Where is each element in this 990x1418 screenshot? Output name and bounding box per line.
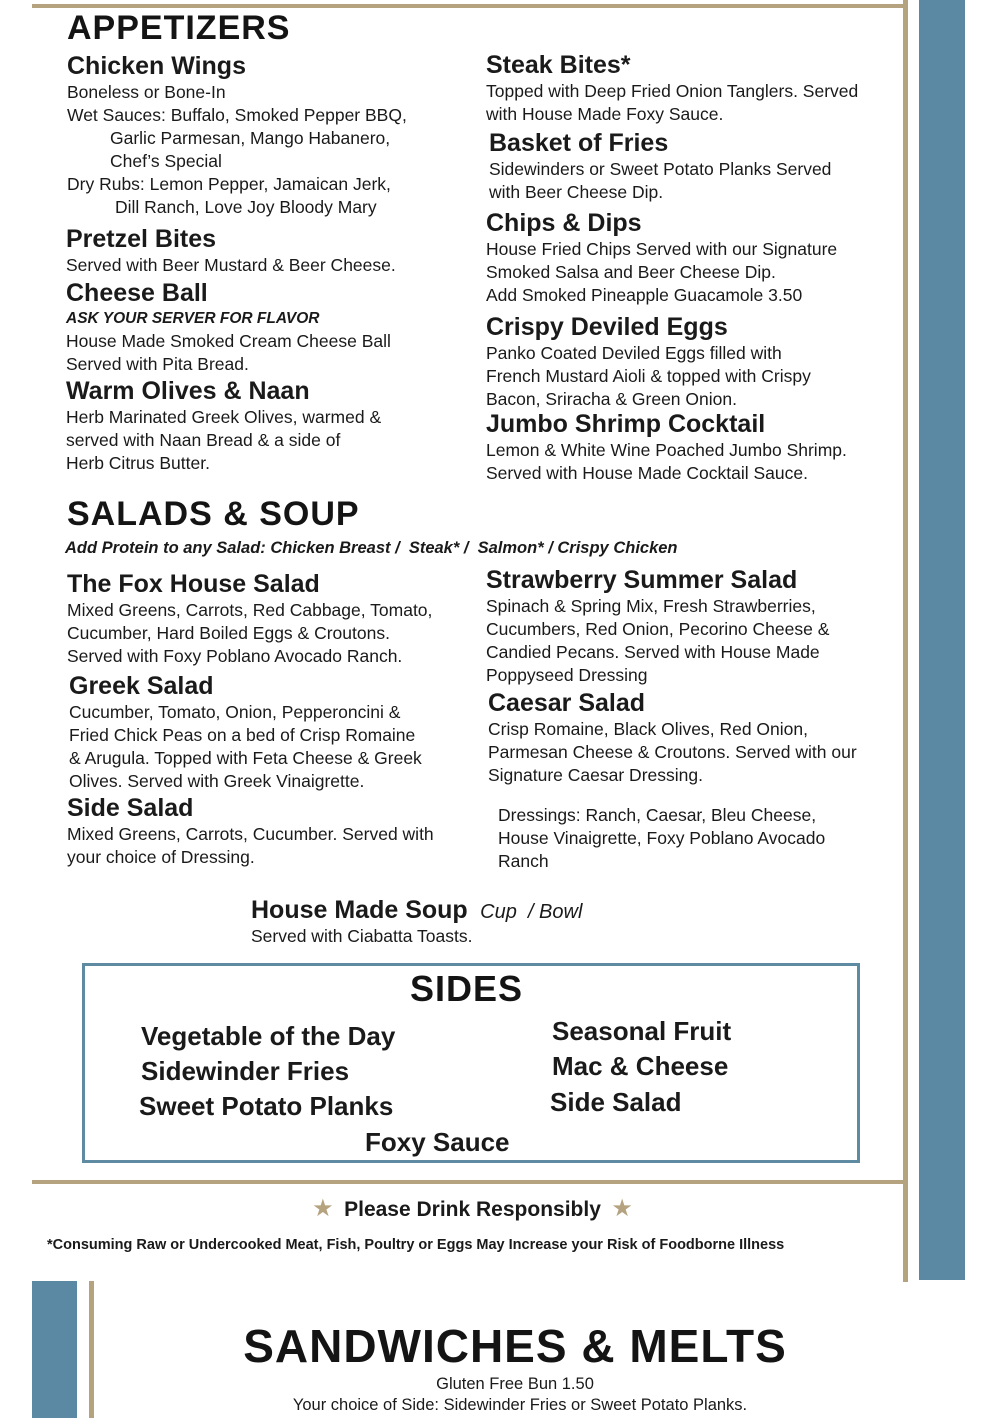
- sandwiches-heading: SANDWICHES & MELTS: [243, 1320, 787, 1372]
- menu-item-crispy-deviled-eggs: [486, 313, 906, 411]
- menu-item-side-salad: [67, 794, 487, 869]
- side-item: Foxy Sauce: [365, 1127, 510, 1157]
- item-desc: House Fried Chips Served with our Signature: [486, 239, 838, 259]
- menu-item-fox-house-salad: [67, 570, 487, 668]
- item-desc: Cucumber, Tomato, Onion, Pepperoncini &: [69, 702, 401, 722]
- star-icon: ★: [611, 1195, 633, 1222]
- menu-item-warm-olives: [66, 377, 486, 475]
- appetizers-heading: APPETIZERS: [67, 9, 291, 47]
- item-name: Crispy Deviled Eggs: [486, 313, 728, 341]
- item-desc: Candied Pecans. Served with House Made: [486, 642, 820, 662]
- menu-item-pretzel-bites: [66, 225, 486, 277]
- soup-sizes: Cup / Bowl: [480, 901, 583, 923]
- item-desc: Bacon, Sriracha & Green Onion.: [486, 389, 737, 409]
- salads-heading: SALADS & SOUP: [67, 495, 360, 533]
- left-blue-bar: [32, 1281, 77, 1418]
- item-desc: Lemon & White Wine Poached Jumbo Shrimp.: [486, 440, 847, 460]
- side-item: Seasonal Fruit: [552, 1016, 732, 1046]
- item-name: Strawberry Summer Salad: [486, 566, 798, 594]
- item-desc: with Beer Cheese Dip.: [489, 182, 664, 202]
- item-desc: Served with Beer Mustard & Beer Cheese.: [66, 255, 396, 275]
- menu-item-greek-salad: [69, 672, 489, 793]
- side-item: Sidewinder Fries: [141, 1056, 350, 1086]
- side-item: Mac & Cheese: [552, 1051, 729, 1081]
- side-item: Sweet Potato Planks: [139, 1091, 394, 1121]
- item-name: Chips & Dips: [486, 209, 642, 237]
- item-name: The Fox House Salad: [67, 570, 320, 598]
- item-desc: served with Naan Bread & a side of: [66, 430, 341, 450]
- item-desc: Sidewinders or Sweet Potato Planks Served: [489, 159, 832, 179]
- dressings-line: Ranch: [498, 851, 549, 871]
- item-desc: Mixed Greens, Carrots, Cucumber. Served with: [67, 824, 434, 844]
- item-desc: Signature Caesar Dressing.: [488, 765, 703, 785]
- menu-item-house-made-soup: [251, 896, 671, 948]
- item-desc: Parmesan Cheese & Croutons. Served with our: [488, 742, 857, 762]
- item-desc: Served with House Made Cocktail Sauce.: [486, 463, 808, 483]
- sides-heading: SIDES: [410, 968, 524, 1009]
- item-name: Basket of Fries: [489, 129, 669, 157]
- menu-item-caesar-salad: [488, 689, 908, 787]
- protein-note: Add Protein to any Salad: Chicken Breast / Steak* / Salmon* / Crispy Chicken: [65, 539, 678, 557]
- item-desc: Crisp Romaine, Black Olives, Red Onion,: [488, 719, 808, 739]
- item-desc: Served with Foxy Poblano Avocado Ranch.: [67, 646, 403, 666]
- item-desc: Wet Sauces: Buffalo, Smoked Pepper BBQ,: [67, 105, 407, 125]
- menu-item-steak-bites: [486, 51, 906, 126]
- menu-item-basket-of-fries: [489, 129, 909, 204]
- item-desc: Fried Chick Peas on a bed of Crisp Romaine: [69, 725, 416, 745]
- left-tan-bar: [89, 1281, 94, 1418]
- item-desc: Poppyseed Dressing: [486, 665, 648, 685]
- star-icon: ★: [312, 1195, 334, 1222]
- item-desc: Garlic Parmesan, Mango Habanero,: [110, 128, 391, 148]
- footer-divider: [32, 1180, 904, 1184]
- item-desc: Dill Ranch, Love Joy Bloody Mary: [115, 197, 377, 217]
- item-desc: French Mustard Aioli & topped with Crispy: [486, 366, 811, 386]
- item-name: Steak Bites*: [486, 51, 631, 79]
- menu-item-cheese-ball: [66, 279, 486, 376]
- item-desc: Herb Marinated Greek Olives, warmed &: [66, 407, 382, 427]
- item-name: Chicken Wings: [67, 52, 246, 80]
- item-desc: House Made Smoked Cream Cheese Ball: [66, 331, 391, 351]
- item-name: Greek Salad: [69, 672, 214, 700]
- dressings-line: Dressings: Ranch, Caesar, Bleu Cheese,: [498, 805, 817, 825]
- item-desc: Add Smoked Pineapple Guacamole 3.50: [486, 285, 803, 305]
- item-desc: Olives. Served with Greek Vinaigrette.: [69, 771, 365, 791]
- menu-item-chips-and-dips: [486, 209, 906, 307]
- raw-food-warning: *Consuming Raw or Undercooked Meat, Fish, Poultry or Eggs May Increase your Risk of Foodborne Illness: [47, 1237, 785, 1253]
- item-desc: Boneless or Bone-In: [67, 82, 226, 102]
- item-desc: Served with Pita Bread.: [66, 354, 249, 374]
- right-blue-bar: [919, 0, 965, 1280]
- item-desc: & Arugula. Topped with Feta Cheese & Greek: [69, 748, 422, 768]
- item-desc: Cucumber, Hard Boiled Eggs & Croutons.: [67, 623, 390, 643]
- dressings-note: [498, 804, 918, 873]
- item-desc: with House Made Foxy Sauce.: [486, 104, 724, 124]
- item-desc: Dry Rubs: Lemon Pepper, Jamaican Jerk,: [67, 174, 391, 194]
- item-desc: Herb Citrus Butter.: [66, 453, 210, 473]
- item-desc: Mixed Greens, Carrots, Red Cabbage, Tomato,: [67, 600, 433, 620]
- item-desc: Topped with Deep Fried Onion Tanglers. Served: [486, 81, 859, 101]
- item-desc: Spinach & Spring Mix, Fresh Strawberries,: [486, 596, 816, 616]
- item-name: Pretzel Bites: [66, 225, 217, 253]
- item-desc: Cucumbers, Red Onion, Pecorino Cheese &: [486, 619, 830, 639]
- side-choice-note: Your choice of Side: Sidewinder Fries or Sweet Potato Planks.: [292, 1396, 748, 1414]
- item-desc: Smoked Salsa and Beer Cheese Dip.: [486, 262, 776, 282]
- item-name: House Made Soup: [251, 896, 468, 924]
- item-note: ASK YOUR SERVER FOR FLAVOR: [66, 310, 320, 327]
- item-name: Warm Olives & Naan: [66, 377, 310, 405]
- side-item: Side Salad: [550, 1087, 682, 1117]
- menu-item-chicken-wings: [67, 52, 487, 219]
- item-name: Caesar Salad: [488, 689, 646, 717]
- item-desc: Chef’s Special: [110, 151, 222, 171]
- side-item: Vegetable of the Day: [141, 1021, 396, 1051]
- menu-item-jumbo-shrimp-cocktail: [486, 410, 906, 485]
- item-desc: your choice of Dressing.: [67, 847, 255, 867]
- item-name: Side Salad: [67, 794, 194, 822]
- item-name: Cheese Ball: [66, 279, 208, 307]
- item-desc: Served with Ciabatta Toasts.: [251, 926, 473, 946]
- dressings-line: House Vinaigrette, Foxy Poblano Avocado: [498, 828, 826, 848]
- gluten-free-note: Gluten Free Bun 1.50: [436, 1375, 594, 1393]
- item-desc: Panko Coated Deviled Eggs filled with: [486, 343, 782, 363]
- drink-responsibly: [300, 1194, 645, 1223]
- item-name: Jumbo Shrimp Cocktail: [486, 410, 766, 438]
- menu-item-strawberry-summer-salad: [486, 566, 906, 687]
- drink-responsibly-text: Please Drink Responsibly: [344, 1198, 601, 1221]
